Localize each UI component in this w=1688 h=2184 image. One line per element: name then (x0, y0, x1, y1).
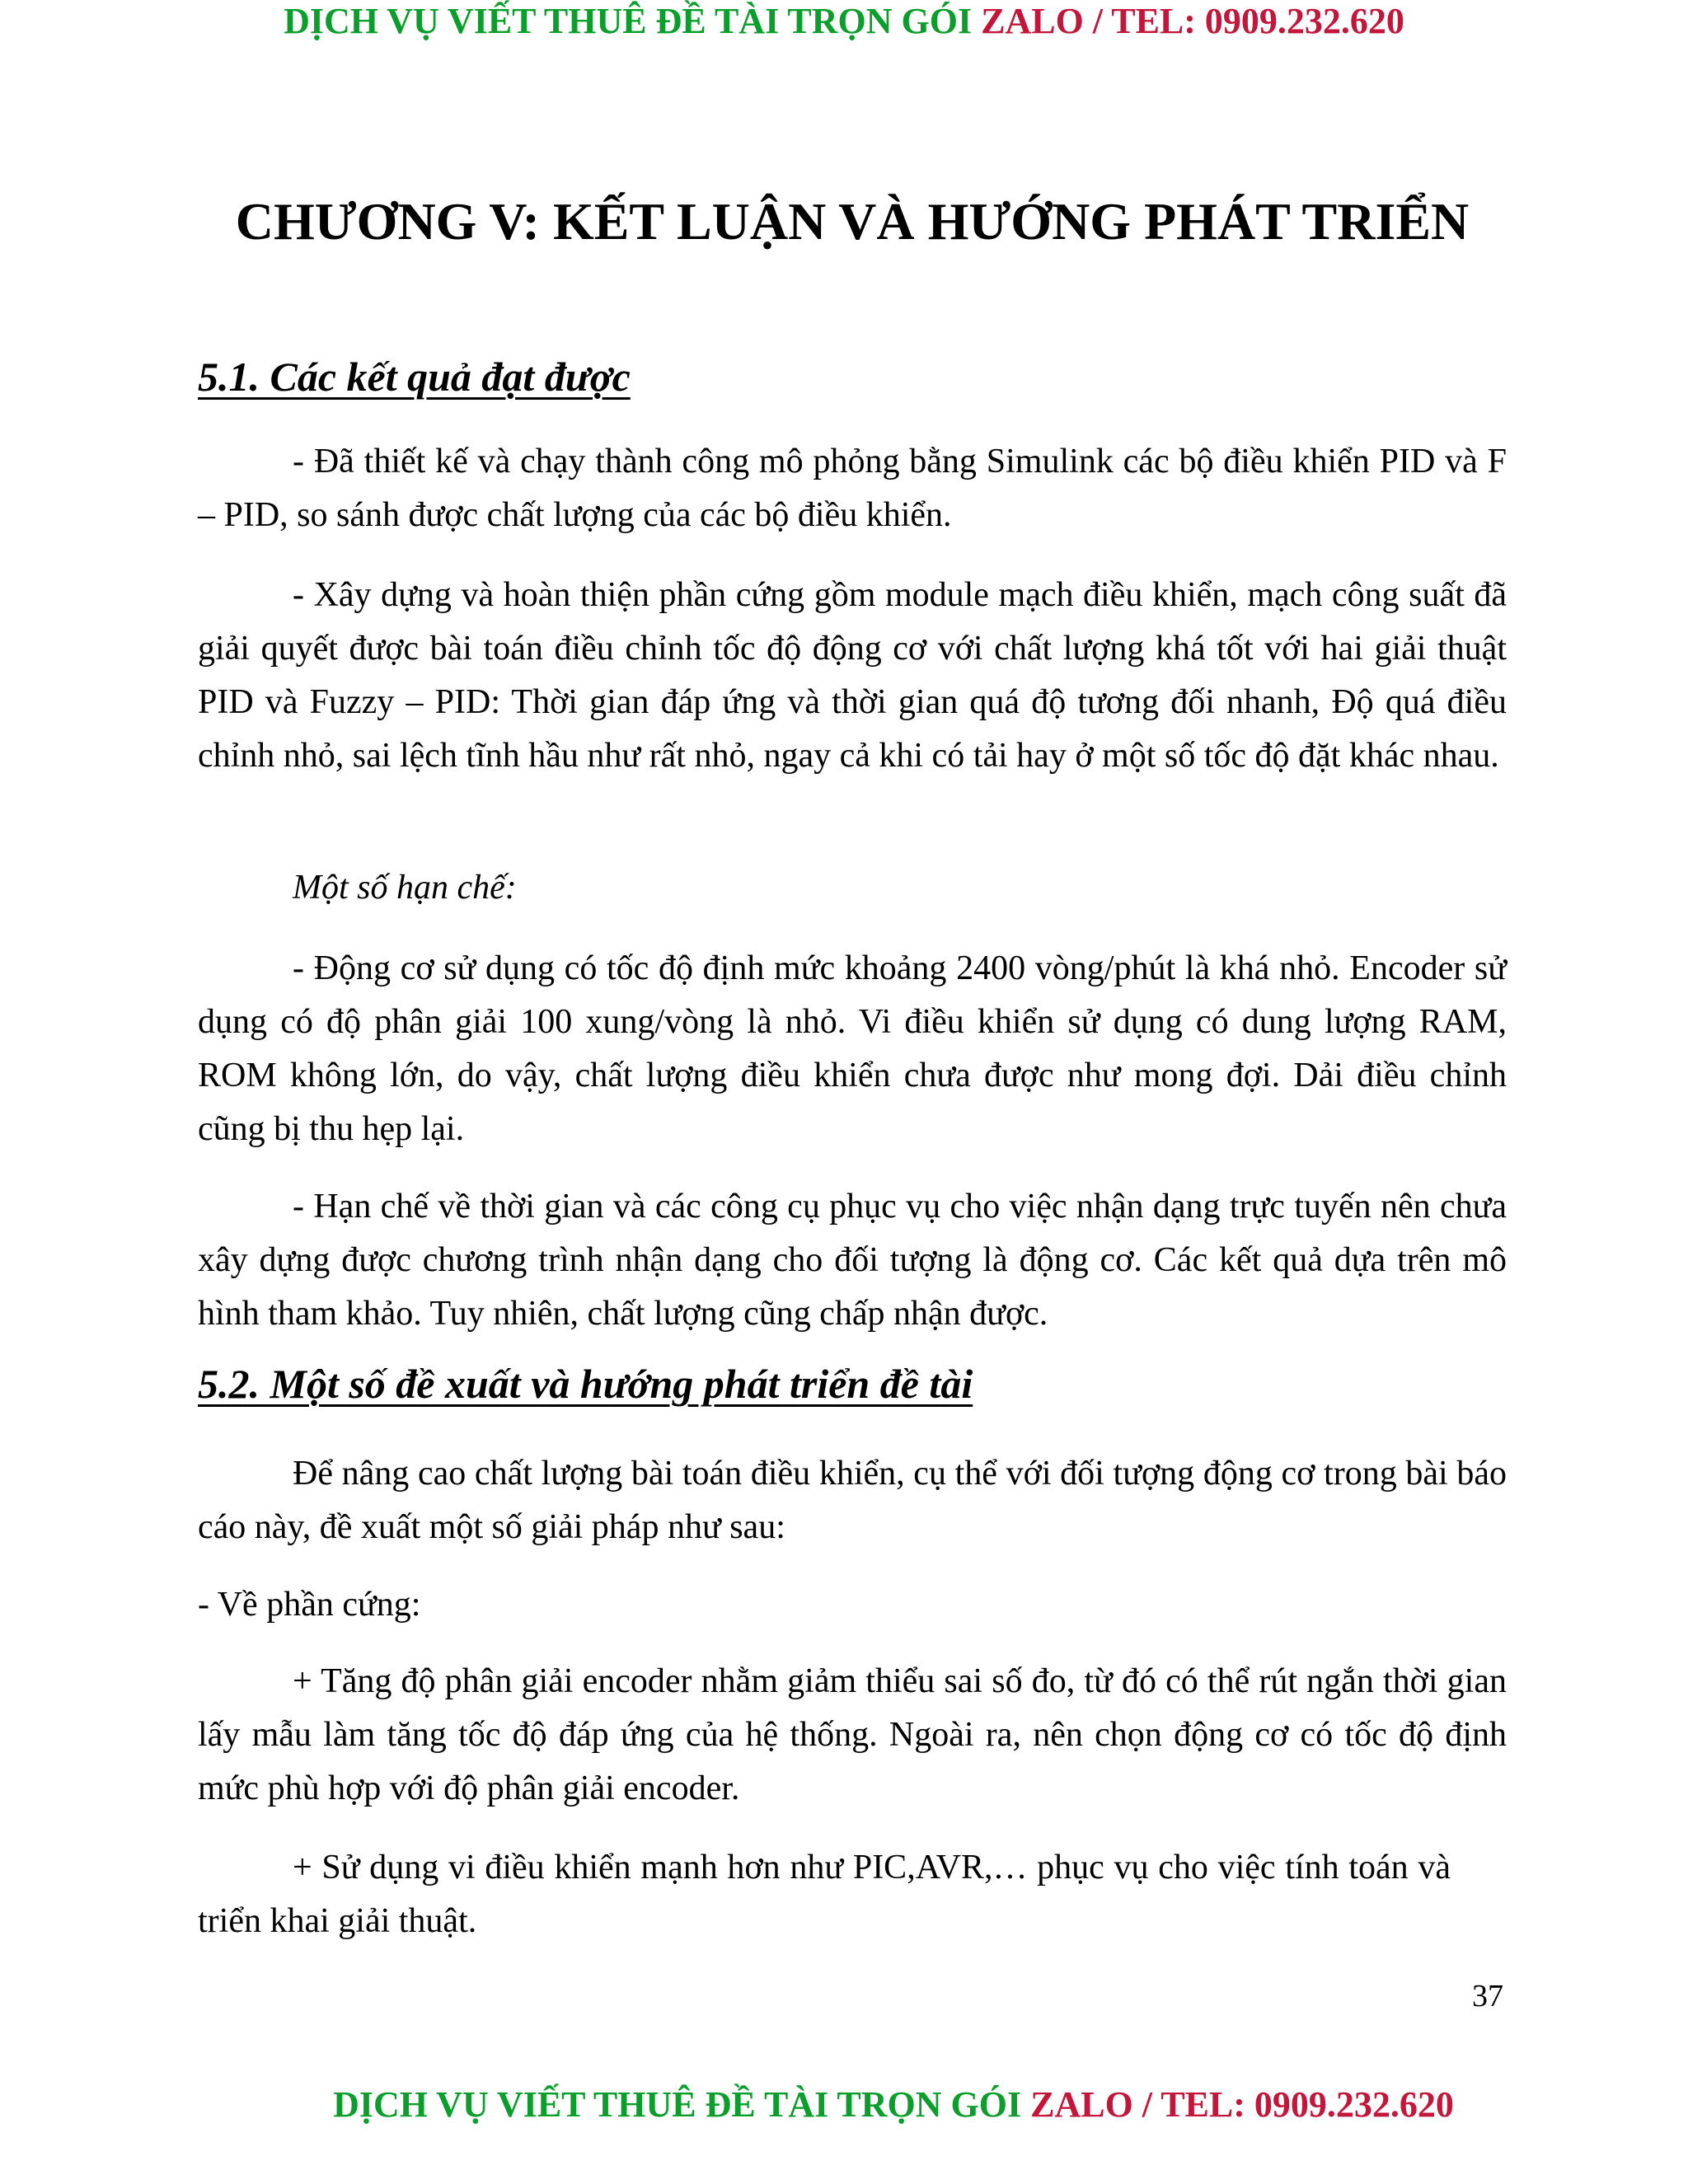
paragraph: - Hạn chế về thời gian và các công cụ phục vụ cho việc nhận dạng trực tuyến nên chưa xây dựng được chương trình nhận dạng cho đối tượng là động cơ. Các kết quả dựa trên mô hình tham khảo. Tuy nhiên, chất lượng cũng chấp nhận được. (198, 1188, 1507, 1333)
section-heading-5-1: 5.1. Các kết quả đạt được (198, 354, 631, 400)
section-heading-5-2: 5.2. Một số đề xuất và hướng phát triển đề tài (198, 1361, 973, 1407)
header-banner (0, 0, 1688, 42)
banner-contact-text: ZALO / TEL: 0909.232.620 (1030, 2084, 1454, 2125)
banner-service-text: DỊCH VỤ VIẾT THUÊ ĐỀ TÀI TRỌN GÓI (333, 2084, 1022, 2125)
footer-banner (49, 2083, 1688, 2125)
list-item: + Sử dụng vi điều khiển mạnh hơn như PIC,AVR,… phục vụ cho việc tính toán và triển khai giải thuật. (198, 1849, 1451, 1940)
paragraph: - Đã thiết kế và chạy thành công mô phỏng bằng Simulink các bộ điều khiển PID và F – PID, so sánh được chất lượng của các bộ điều khiển. (198, 443, 1507, 534)
subheading-limitations: Một số hạn chế: (293, 869, 517, 907)
paragraph: - Động cơ sử dụng có tốc độ định mức khoảng 2400 vòng/phút là khá nhỏ. Encoder sử dụng có độ phân giải 100 xung/vòng là nhỏ. Vi điều khiển sử dụng có dung lượng RAM, ROM không lớn, do vậy, chất lượng điều khiển chưa được như mong đợi. Dải điều chỉnh cũng bị thu hẹp lại. (198, 949, 1507, 1148)
paragraph: Để nâng cao chất lượng bài toán điều khiển, cụ thể với đối tượng động cơ trong bài báo cáo này, đề xuất một số giải pháp như sau: (198, 1455, 1507, 1546)
paragraph: - Xây dựng và hoàn thiện phần cứng gồm module mạch điều khiển, mạch công suất đã giải quyết được bài toán điều chỉnh tốc độ động cơ với chất lượng khá tốt với hai giải thuật PID và Fuzzy – PID: Thời gian đáp ứng và thời gian quá độ tương đối nhanh, Độ quá điều chỉnh nhỏ, sai lệch tĩnh hầu như rất nhỏ, ngay cả khi có tải hay ở một số tốc độ đặt khác nhau. (198, 576, 1507, 775)
banner-contact-text: ZALO / TEL: 0909.232.620 (981, 1, 1404, 41)
list-item: + Tăng độ phân giải encoder nhằm giảm thiểu sai số đo, từ đó có thể rút ngắn thời gian lấy mẫu làm tăng tốc độ đáp ứng của hệ thống. Ngoài ra, nên chọn động cơ có tốc độ định mức phù hợp với độ phân giải encoder. (198, 1662, 1507, 1807)
page-number: 37 (1472, 1979, 1503, 2013)
banner-service-text: DỊCH VỤ VIẾT THUÊ ĐỀ TÀI TRỌN GÓI (284, 1, 973, 41)
chapter-title: CHƯƠNG V: KẾT LUẬN VÀ HƯỚNG PHÁT TRIỂN (235, 192, 1470, 251)
list-heading-hardware: - Về phần cứng: (198, 1586, 421, 1624)
